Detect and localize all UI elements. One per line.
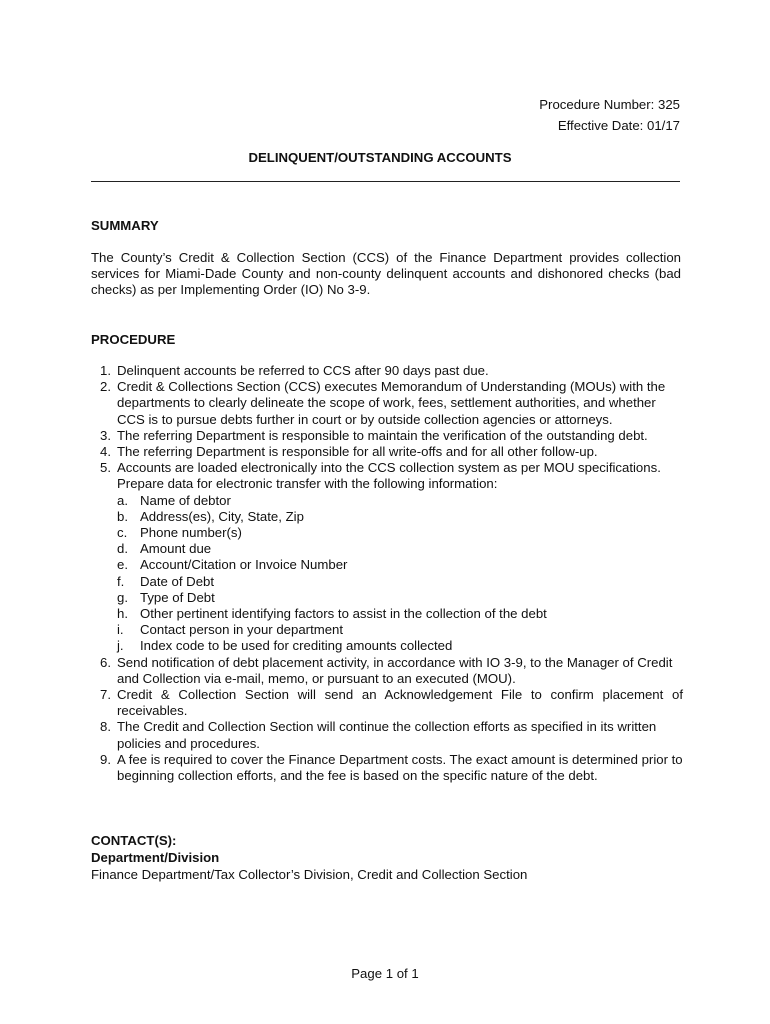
list-item (91, 460, 683, 492)
effective-date: Effective Date: 01/17 (557, 118, 680, 133)
sub-item-letter: b. (117, 508, 128, 524)
procedure-header (539, 94, 680, 136)
sub-list-item (91, 606, 683, 622)
procedure-number: Procedure Number: 325 (539, 97, 680, 112)
sub-list-item (91, 574, 683, 590)
sub-item-letter: g. (117, 589, 128, 605)
summary-heading: SUMMARY (91, 218, 159, 233)
sub-item-letter: a. (117, 492, 128, 508)
list-item (91, 363, 683, 379)
item-text: Delinquent accounts be referred to CCS after 90 days past due. (117, 363, 489, 378)
item-text: Credit & Collection Section will send an Acknowledgement File to confirm placement of receivables. (117, 687, 683, 719)
contacts-section (91, 832, 527, 883)
sub-item-letter: f. (117, 573, 125, 589)
list-item (91, 752, 683, 784)
sub-item-text: Date of Debt (140, 573, 215, 589)
contacts-heading: CONTACT(S): (91, 833, 177, 848)
department-division-heading: Department/Division (91, 850, 220, 865)
item-text: Credit & Collections Section (CCS) executes Memorandum of Understanding (MOUs) with the departments to clearly delineate the scope of work, fees, settlement authorities, and whether CCS is to pursue debts further in court or by outside collection agencies or attorneys. (117, 379, 666, 427)
contacts-text: Finance Department/Tax Collector’s Division, Credit and Collection Section (91, 867, 528, 882)
sub-item-letter: c. (117, 525, 128, 541)
sub-item-letter: h. (117, 606, 128, 622)
sub-list-item (91, 590, 683, 606)
sub-item-text: Account/Citation or Invoice Number (140, 557, 348, 573)
sub-item-letter: i. (117, 622, 124, 638)
sub-item-text: Index code to be used for crediting amounts collected (140, 638, 453, 654)
item-number: 7. (100, 687, 111, 703)
sub-item-text: Phone number(s) (140, 525, 242, 541)
sub-item-text: Name of debtor (140, 492, 231, 508)
item-number: 3. (100, 427, 111, 443)
document-title: DELINQUENT/OUTSTANDING ACCOUNTS (248, 150, 512, 165)
sub-item-text: Address(es), City, State, Zip (140, 508, 304, 524)
sub-item-text: Other pertinent identifying factors to assist in the collection of the debt (140, 606, 547, 622)
title-divider (91, 181, 680, 182)
summary-text: The County’s Credit & Collection Section (CCS) of the Finance Department provides collection services for Miami-Dade County and non-county delinquent accounts and dishonored checks (bad checks) as per Implementing Order (IO) No 3-9. (91, 250, 681, 298)
item-number: 9. (100, 751, 111, 767)
item-text: Accounts are loaded electronically into the CCS collection system as per MOU specifications. Prepare data for electronic transfer with the following information: (117, 460, 661, 492)
sub-item-letter: d. (117, 541, 128, 557)
item-text: Send notification of debt placement activity, in accordance with IO 3-9, to the Manager of Credit and Collection via e-mail, memo, or pursuant to an executed (MOU). (117, 654, 673, 686)
sub-item-letter: j. (117, 638, 124, 654)
sub-list-item (91, 541, 683, 557)
procedure-list (91, 363, 683, 784)
item-number: 5. (100, 460, 111, 476)
procedure-heading: PROCEDURE (91, 332, 176, 347)
sub-list-item (91, 557, 683, 573)
list-item (91, 379, 683, 428)
sub-list-item (91, 509, 683, 525)
list-item (91, 719, 683, 751)
item-text: The referring Department is responsible to maintain the verification of the outstanding debt. (117, 427, 648, 443)
item-number: 6. (100, 654, 111, 670)
sub-item-letter: e. (117, 557, 128, 573)
item-number: 1. (100, 363, 111, 378)
sub-item-text: Amount due (140, 541, 212, 557)
item-number: 8. (100, 719, 111, 735)
list-item (91, 687, 683, 719)
sub-list-item (91, 638, 683, 654)
list-item (91, 655, 683, 687)
sub-list-item (91, 622, 683, 638)
item-text: The Credit and Collection Section will continue the collection efforts as specified in its written policies and procedures. (117, 719, 657, 751)
item-text: The referring Department is responsible for all write-offs and for all other follow-up. (117, 444, 598, 460)
page-number: Page 1 of 1 (351, 966, 419, 981)
item-text: A fee is required to cover the Finance Department costs. The exact amount is determined prior to beginning collection efforts, and the fee is based on the specific nature of the debt. (117, 751, 683, 784)
list-item (91, 444, 683, 460)
list-item (91, 428, 683, 444)
sub-list-item (91, 493, 683, 509)
sub-list-item (91, 525, 683, 541)
sub-item-text: Type of Debt (140, 589, 215, 605)
item-number: 4. (100, 444, 111, 460)
item-number: 2. (100, 379, 111, 395)
sub-item-text: Contact person in your department (140, 622, 344, 638)
